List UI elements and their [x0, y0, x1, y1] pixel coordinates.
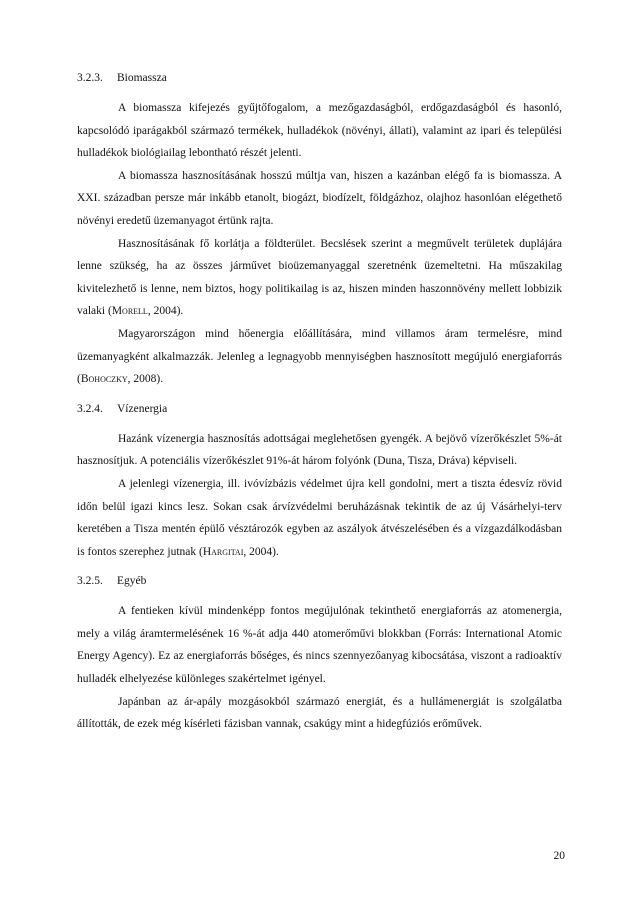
- section-number: 3.2.5.: [77, 575, 103, 588]
- paragraph: [77, 428, 562, 473]
- section-vizenergia: [77, 401, 562, 564]
- paragraph: [77, 600, 562, 690]
- section-title: Biomassza: [117, 72, 167, 84]
- citation-author: Morell: [111, 305, 148, 318]
- text-run: Magyarországon mind hőenergia előállítására, mind villamos áram termelésre, mind üzemanyagként alkalmazzák. Jelenleg a legnagyobb mennyiségben hasznosított megújuló energiaforrás (: [77, 327, 562, 386]
- section-title: Egyéb: [117, 575, 147, 588]
- text-run: , 2008).: [127, 373, 164, 386]
- text-run: A biomassza kifejezés gyűjtőfogalom, a mezőgazdaságból, erdőgazdaságból és hasonló, kapcsolódó iparágakból származó termékek, hulladékok (növényi, állati), valamint az ipari és települési hulladékok biológiailag lebontható részét jelenti.: [77, 102, 562, 160]
- section-biomassza: [77, 70, 562, 391]
- section-heading: [77, 573, 562, 589]
- text-run: A biomassza hasznosításának hosszú múltja van, hiszen a kazánban elégő fa is biomassza. A XXI. században persze már inkább etanolt, biogázt, biodízelt, földgázhoz, olajhoz hasonlóan elégethető növényi eredetű üzemanyagot értünk rajta.: [77, 169, 562, 227]
- paragraph: [77, 691, 562, 736]
- text-run: A fentieken kívül mindenképp fontos megújulónak tekinthető energiaforrás az atomenergia, mely a világ áramtermelésének 16 %-át adja 440 atomerőművi blokkban (Forrás: International Atomic Energy Agency). Ez az energiaforrás bőséges, és nincs szennyezőanyag kibocsátása, viszont a radioaktív hulladék elhelyezése különleges szakértelmet igényel.: [77, 605, 562, 686]
- paragraph: [77, 473, 562, 563]
- section-title: Vízenergia: [117, 402, 168, 415]
- paragraph: [77, 323, 562, 391]
- section-egyeb: [77, 573, 562, 736]
- section-number: 3.2.3.: [77, 72, 103, 84]
- paragraph: [77, 165, 562, 233]
- section-heading: [77, 70, 562, 86]
- text-run: Japánban az ár-apály mozgásokból származó energiát, és a hullámenergiát is szolgálatba állították, de ezek még kísérleti fázisban vannak, csakúgy mint a hidegfúziós erőművek.: [77, 695, 562, 731]
- text-run: Hasznosításának fő korlátja a földterület. Becslések szerint a megművelt területek duplájára lenne szükség, ha az összes járművet bioüzemanyaggal szeretnénk üzemeltetni. Ha műszakilag kivitelezhető is lenne, nem biztos, hogy politikailag is az, hiszen minden haszonnövény mellett lobbizik valaki (: [77, 237, 562, 318]
- page-number: 20: [553, 850, 565, 862]
- section-heading: [77, 401, 562, 417]
- citation-author: Bohoczky: [80, 373, 128, 386]
- paragraph: [77, 97, 562, 165]
- text-run: , 2004).: [147, 305, 184, 318]
- text-run: , 2004).: [243, 545, 279, 558]
- paragraph: [77, 233, 562, 323]
- document-page: [77, 70, 562, 746]
- section-number: 3.2.4.: [77, 402, 103, 415]
- text-run: Hazánk vízenergia hasznosítás adottságai meglehetősen gyengék. A bejövő vízerőkészlet 5%-át hasznosítjuk. A potenciális vízerőkészlet 91%-át három folyónk (Duna, Tisza, Dráva) képviseli.: [77, 432, 562, 468]
- text-run: A jelenlegi vízenergia, ill. ivóvízbázis védelmet újra kell gondolni, mert a tiszta édesvíz rövid időn belül igazi kincs lesz. Sokan csak árvízvédelmi beruházásnak tekintik de az új Vásárhelyi-terv keretében a Tisza mentén épülő vésztározók egyben az aszályok átvészelésében és a vízgazdálkodásban is fontos szerephez jutnak (: [77, 477, 562, 558]
- citation-author: Hargitai: [202, 545, 244, 558]
